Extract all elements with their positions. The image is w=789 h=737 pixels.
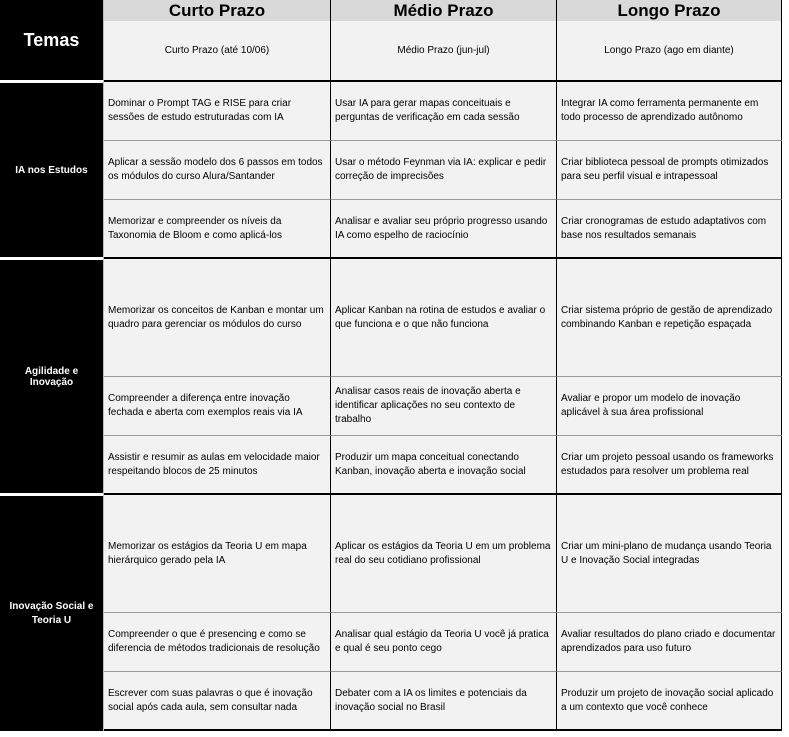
col-subheader-medio[interactable]: Médio Prazo (jun-jul) (331, 21, 557, 80)
temas-header: Temas (0, 0, 103, 80)
table-cell[interactable]: Dominar o Prompt TAG e RISE para criar sessões de estudo estruturadas com IA (104, 82, 331, 141)
col-header-curto[interactable]: Curto Prazo (104, 0, 331, 21)
table-cell[interactable]: Assistir e resumir as aulas em velocidade maior respeitando blocos de 25 minutos (104, 436, 331, 494)
table-cell[interactable]: Analisar e avaliar seu próprio progresso usando IA como espelho de raciocínio (331, 200, 557, 258)
theme-agilidade-inovacao[interactable]: Agilidade e Inovação (0, 260, 103, 493)
col-subheader-longo[interactable]: Longo Prazo (ago em diante) (557, 21, 782, 80)
table-cell[interactable]: Escrever com suas palavras o que é inovação social após cada aula, sem consultar nada (104, 672, 331, 730)
table-cell[interactable]: Debater com a IA os limites e potenciais da inovação social no Brasil (331, 672, 557, 730)
table-cell[interactable]: Aplicar os estágios da Teoria U em um problema real do seu cotidiano profissional (331, 495, 557, 613)
col-header-longo[interactable]: Longo Prazo (557, 0, 782, 21)
table-cell[interactable]: Compreender o que é presencing e como se diferencia de métodos tradicionais de resolução (104, 613, 331, 672)
table-cell[interactable]: Produzir um projeto de inovação social aplicado a um contexto que você conhece (557, 672, 782, 730)
table-cell[interactable]: Aplicar a sessão modelo dos 6 passos em todos os módulos do curso Alura/Santander (104, 141, 331, 200)
table-cell[interactable]: Avaliar e propor um modelo de inovação aplicável à sua área profissional (557, 377, 782, 436)
table-cell[interactable]: Criar sistema próprio de gestão de aprendizado combinando Kanban e repetição espaçada (557, 259, 782, 377)
table-cell[interactable]: Criar cronogramas de estudo adaptativos com base nos resultados semanais (557, 200, 782, 258)
table-cell[interactable]: Usar o método Feynman via IA: explicar e pedir correção de imprecisões (331, 141, 557, 200)
table-cell[interactable]: Analisar qual estágio da Teoria U você já pratica e qual é seu ponto cego (331, 613, 557, 672)
table-cell[interactable]: Memorizar os estágios da Teoria U em mapa hierárquico gerado pela IA (104, 495, 331, 613)
table-cell[interactable]: Criar biblioteca pessoal de prompts otimizados para seu perfil visual e intrapessoal (557, 141, 782, 200)
table-cell[interactable]: Integrar IA como ferramenta permanente em todo processo de aprendizado autônomo (557, 82, 782, 141)
table-cell[interactable]: Criar um projeto pessoal usando os frameworks estudados para resolver um problema real (557, 436, 782, 494)
table-cell[interactable]: Usar IA para gerar mapas conceituais e perguntas de verificação em cada sessão (331, 82, 557, 141)
col-subheader-curto[interactable]: Curto Prazo (até 10/06) (104, 21, 331, 80)
theme-ia-nos-estudos[interactable]: IA nos Estudos (0, 83, 103, 257)
table-cell[interactable]: Memorizar os conceitos de Kanban e montar um quadro para gerenciar os módulos do curso (104, 259, 331, 377)
table-cell[interactable]: Produzir um mapa conceitual conectando Kanban, inovação aberta e inovação social (331, 436, 557, 494)
table-cell[interactable]: Criar um mini-plano de mudança usando Teoria U e Inovação Social integradas (557, 495, 782, 613)
table-cell[interactable]: Memorizar e compreender os níveis da Taxonomia de Bloom e como aplicá-los (104, 200, 331, 258)
theme-inovacao-social-teoria-u[interactable]: Inovação Social e Teoria U (0, 496, 103, 731)
table-bottom-border (104, 729, 782, 731)
table-cell[interactable]: Avaliar resultados do plano criado e documentar aprendizados para uso futuro (557, 613, 782, 672)
table-cell[interactable]: Compreender a diferença entre inovação fechada e aberta com exemplos reais via IA (104, 377, 331, 436)
col-header-medio[interactable]: Médio Prazo (331, 0, 557, 21)
table-cell[interactable]: Aplicar Kanban na rotina de estudos e avaliar o que funciona e o que não funciona (331, 259, 557, 377)
table-cell[interactable]: Analisar casos reais de inovação aberta e identificar aplicações no seu contexto de trabalho (331, 377, 557, 436)
